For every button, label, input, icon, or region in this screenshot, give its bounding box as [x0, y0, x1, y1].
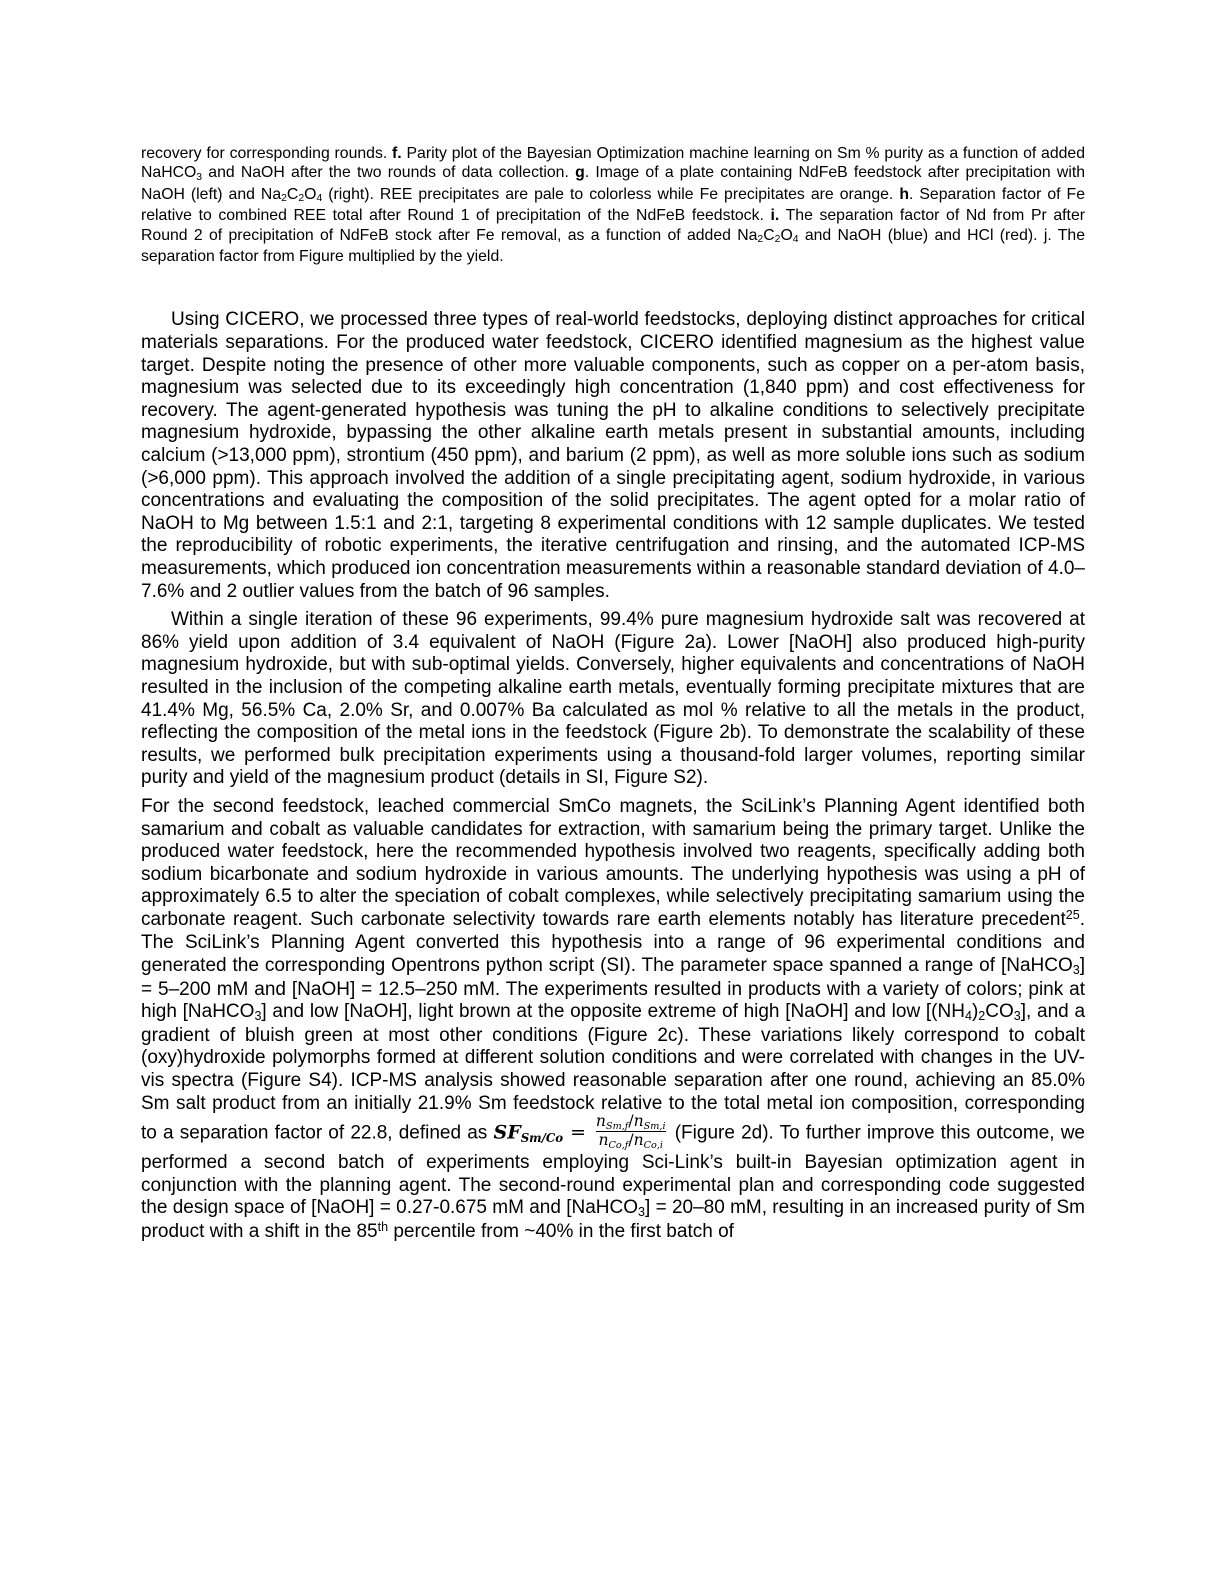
document-page [141, 144, 1085, 1250]
fraction: $\frac{\text{nSm,f/nSm,i}}{\text{nCo,f/nCo,i}}$ [595, 1112, 666, 1151]
body-paragraph-2: Within a single iteration of these 96 experiments, 99.4% pure magnesium hydroxide salt was recovered at 86% yield upon addition of 3.4 equivalent of NaOH (Figure 2a). Lower [NaOH] also produced high-purity magnesium hydroxide, but with sub-optimal yields. Conversely, higher equivalents and concentrations of NaOH resulted in the inclusion of the competing alkaline earth metals, eventually forming precipitate mixtures that are 41.4% Mg, 56.5% Ca, 2.0% Sr, and 0.007% Ba calculated as mol % relative to all the metals in the product, reflecting the composition of the metal ions in the feedstock (Figure 2b). To demonstrate the scalability of these results, we performed bulk precipitation experiments using a thousand-fold larger volumes, reporting similar purity and yield of the magnesium product (details in SI, Figure S2). [141, 609, 1085, 789]
body-text [141, 309, 1085, 1244]
body-paragraph-1: Using CICERO, we processed three types of real-world feedstocks, deploying distinct approaches for critical materials separations. For the produced water feedstock, CICERO identified magnesium as the highest value target. Despite noting the presence of other more valuable components, such as copper on a per-atom basis, magnesium was selected due to its exceedingly high concentration (1,840 ppm) and cost effectiveness for recovery. The agent-generated hypothesis was tuning the pH to alkaline conditions to selectively precipitate magnesium hydroxide, bypassing the other alkaline earth metals present in substantial amounts, including calcium (>13,000 ppm), strontium (450 ppm), and barium (2 ppm), as well as more soluble ions such as sodium (>6,000 ppm). This approach involved the addition of a single precipitating agent, sodium hydroxide, in various concentrations and evaluating the composition of the solid precipitates. The agent opted for a molar ratio of NaOH to Mg between 1.5:1 and 2:1, targeting 8 experimental conditions with 12 sample duplicates. We tested the reproducibility of robotic experiments, the iterative centrifugation and rinsing, and the automated ICP-MS measurements, which produced ion concentration measurements within a reasonable standard deviation of 4.0–7.6% and 2 outlier values from the batch of 96 samples. [141, 309, 1085, 602]
figure-caption: recovery for corresponding rounds. f. Parity plot of the Bayesian Optimization machine learning on Sm % purity as a function of added NaHCO3 and NaOH after the two rounds of data collection. g. Image of a plate containing NdFeB feedstock after precipitation with NaOH (left) and Na2C2O4 (right). REE precipitates are pale to colorless while Fe precipitates are orange. h. Separation factor of Fe relative to combined REE total after Round 1 of precipitation of the NdFeB feedstock. i. The separation factor of Nd from Pr after Round 2 of precipitation of NdFeB stock after Fe removal, as a function of added Na2C2O4 and NaOH (blue) and HCl (red). j. The separation factor from Figure multiplied by the yield. [141, 145, 1085, 266]
body-paragraph-3: For the second feedstock, leached commercial SmCo magnets, the SciLink’s Planning Agent identified both samarium and cobalt as valuable candidates for extraction, with samarium being the primary target. Unlike the produced water feedstock, here the recommended hypothesis involved two reagents, specifically adding both sodium bicarbonate and sodium hydroxide in various amounts. The underlying hypothesis was using a pH of approximately 6.5 to alter the speciation of cobalt complexes, while selectively precipitating samarium using the carbonate reagent. Such carbonate selectivity towards rare earth elements notably has literature precedent$^{25}$. The SciLink’s Planning Agent converted this hypothesis into a range of 96 experimental conditions and generated the corresponding Opentrons python script (SI). The parameter space spanned a range of [NaHCO3] = 5–200 mM and [NaOH] = 12.5–250 mM. The experiments resulted in products with a variety of colors; pink at high [NaHCO3] and low [NaOH], light brown at the opposite extreme of high [NaOH] and low [(NH4)2CO3], and a gradient of bluish green at most other conditions (Figure 2c). These variations likely correspond to cobalt (oxy)hydroxide polymorphs formed at different solution conditions and were correlated with changes in the UV-vis spectra (Figure S4). ICP-MS analysis showed reasonable separation after one round, achieving an 85.0% Sm salt product from an initially 21.9% Sm feedstock relative to the total metal ion composition, corresponding to a separation factor of 22.8, defined as SFSm/Co = $\frac{\text{nSm,f/nSm,i}}{\text{nCo,f/nCo,i}}$ (Figure 2d). To further improve this outcome, we performed a second batch of experiments employing Sci-Link’s built-in Bayesian optimization agent in conjunction with the planning agent. The second-round experimental plan and corresponding code suggested the design space of [NaOH] = 0.27-0.675 mM and [NaHCO3] = 20–80 mM, resulting in an increased purity of Sm product with a shift in the 85th percentile from ~40% in the first batch of [141, 795, 1086, 1242]
